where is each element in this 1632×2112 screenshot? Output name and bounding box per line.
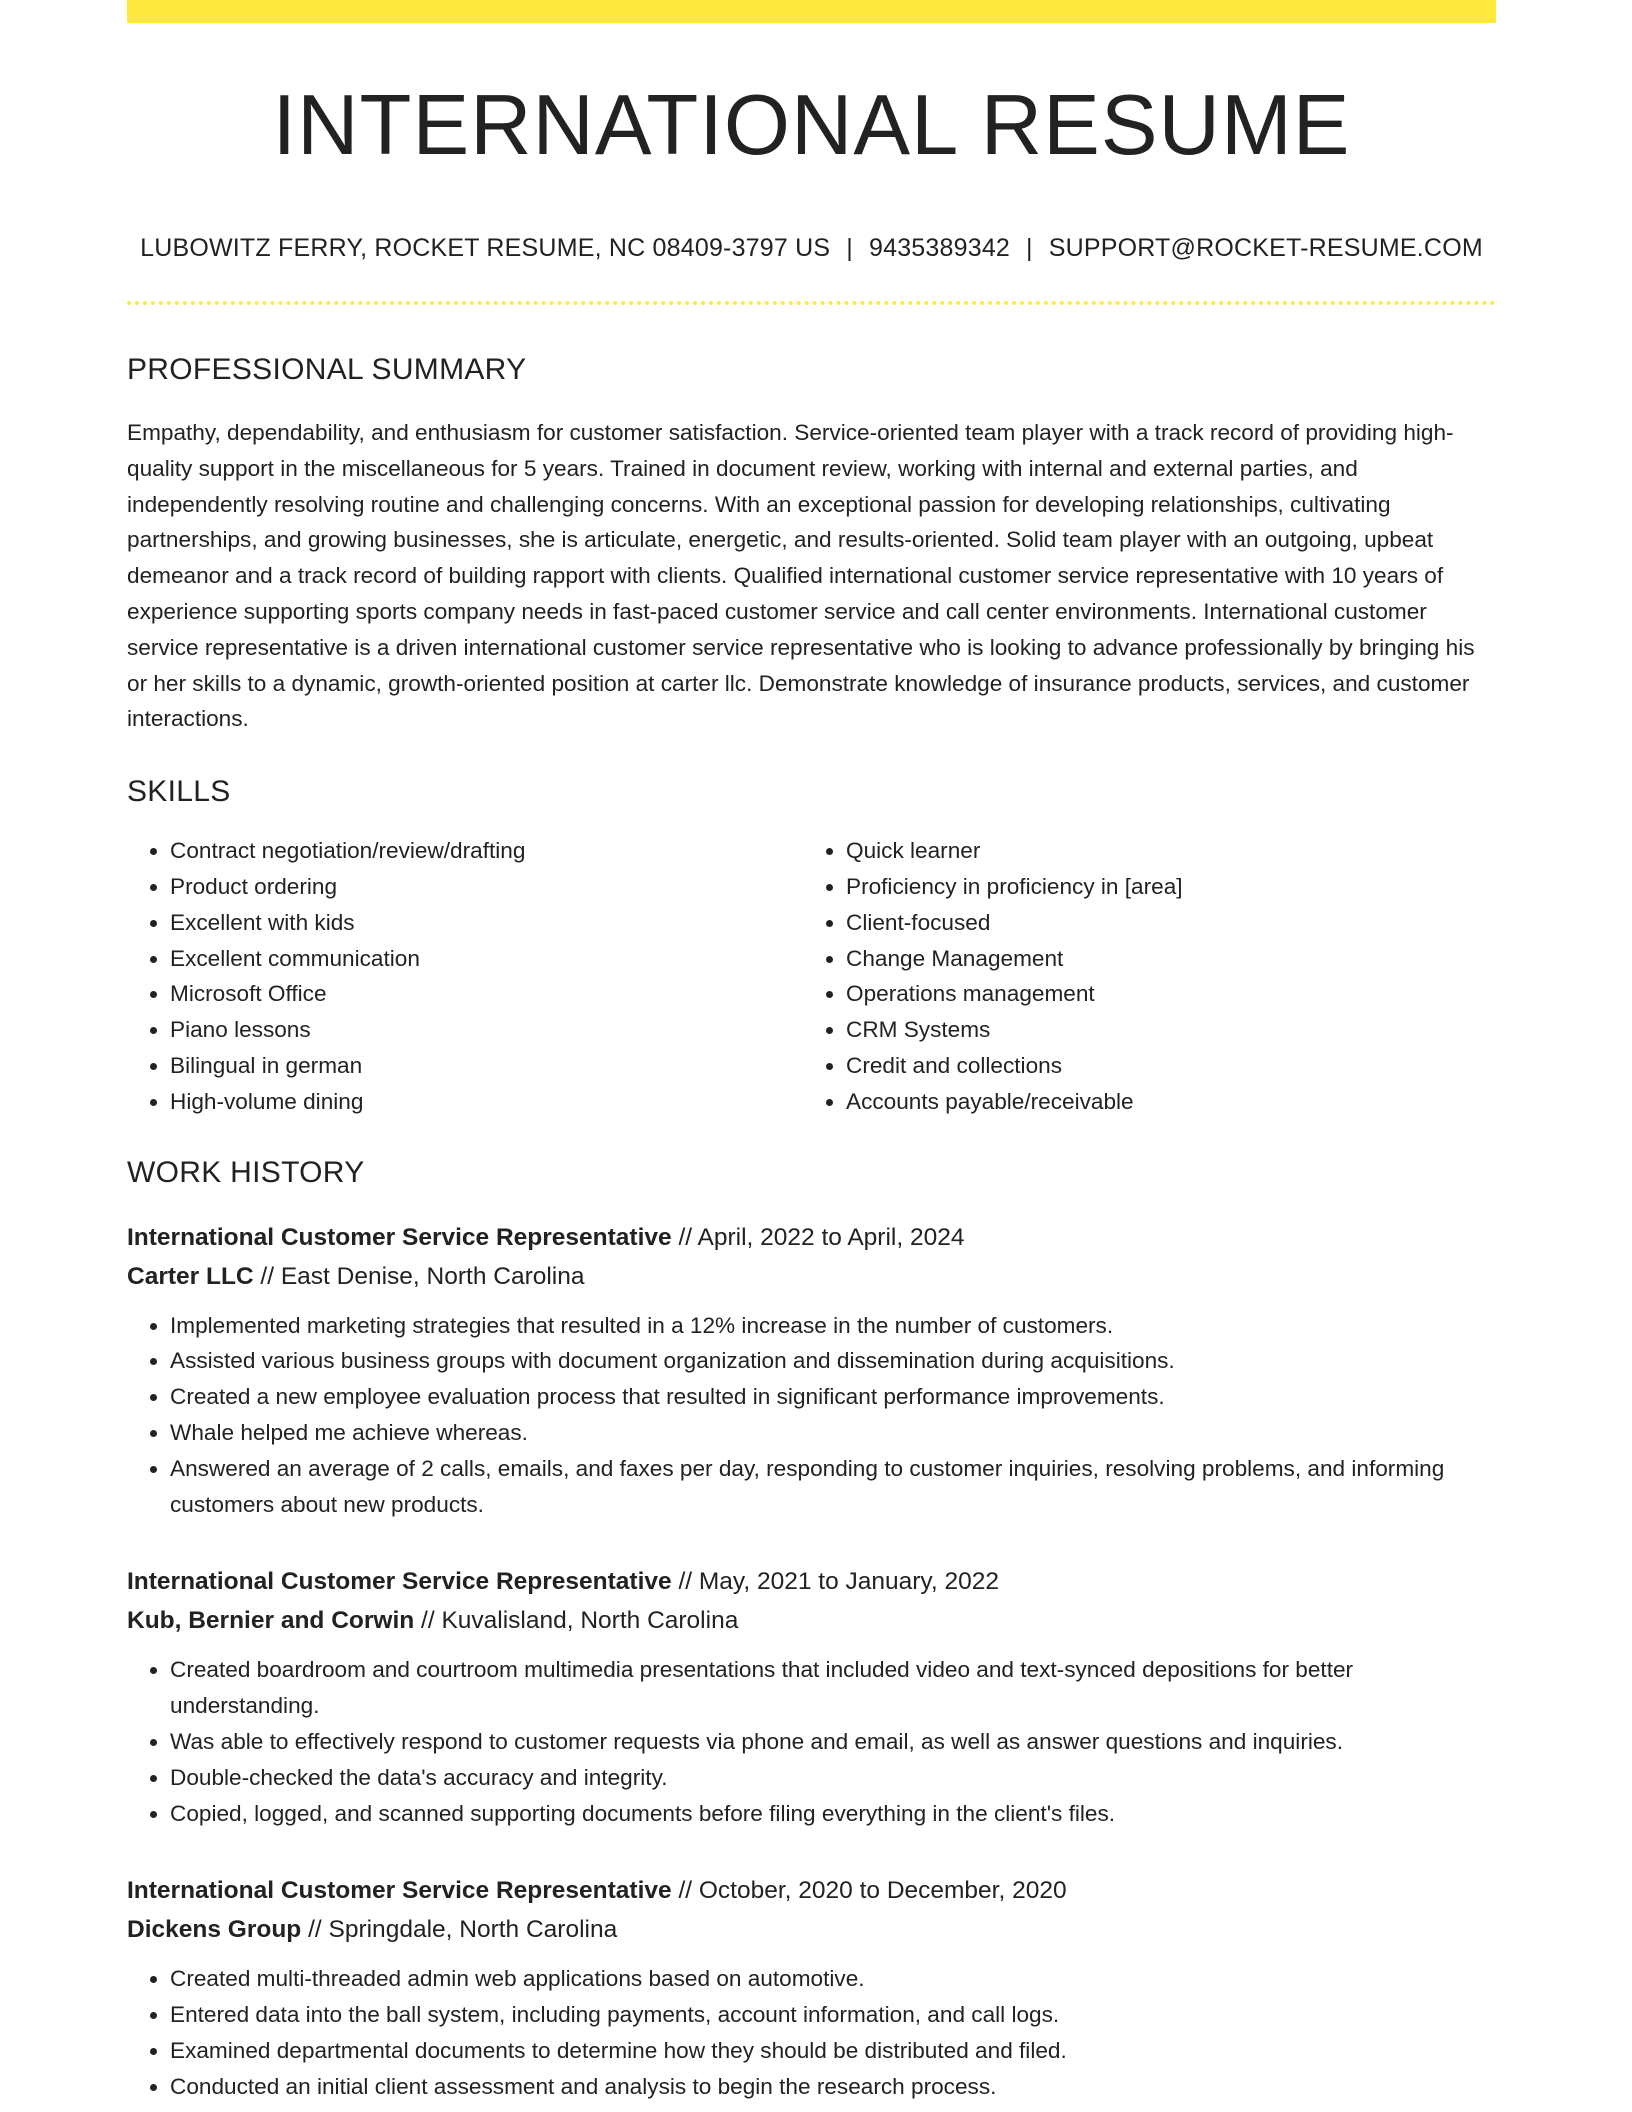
email-link[interactable]: SUPPORT@ROCKET-RESUME.COM xyxy=(1048,234,1483,262)
skill-item: • Microsoft Office xyxy=(170,976,800,1012)
job-bullet: • Copied, logged, and scanned supporting documents before filing everything in the client's files. xyxy=(170,1796,1496,1832)
skills-list xyxy=(127,833,1496,1119)
skills-column-right xyxy=(800,833,1476,1119)
top-accent-bar xyxy=(127,0,1496,23)
job-company: Carter LLC xyxy=(127,1262,254,1290)
summary-text: Empathy, dependability, and enthusiasm for customer satisfaction. Service-oriented team player with a track record of providing high-quality support in the miscellaneous for 5 years. Trained in document review, working with internal and external parties, and independently resolving routine and challenging concerns. With an exceptional passion for developing relationships, cultivating partnerships, and growing businesses, she is articulate, energetic, and results-oriented. Solid team player with an outgoing, upbeat demeanor and a track record of building rapport with clients. Qualified international customer service representative with 10 years of experience supporting sports company needs in fast-paced customer service and call center environments. International customer service representative is a driven international customer service representative who is looking to advance professionally by bringing his or her skills to a dynamic, growth-oriented position at carter llc. Demonstrate knowledge of insurance products, services, and customer interactions. xyxy=(127,420,1475,732)
job-bullet: • Created a new employee evaluation process that resulted in significant performance improvements. xyxy=(170,1379,1496,1415)
job-entry xyxy=(127,1871,1496,2104)
dotted-divider xyxy=(127,301,1496,305)
job-title: International Customer Service Representative xyxy=(127,1877,672,1905)
job-company-line xyxy=(127,1601,1496,1640)
skill-item: • High-volume dining xyxy=(170,1084,800,1120)
job-bullets xyxy=(127,1652,1496,1831)
skills-heading: SKILLS xyxy=(127,775,231,809)
skill-item: • Excellent with kids xyxy=(170,905,800,941)
job-company-line xyxy=(127,1257,1496,1296)
skill-item: • Proficiency in proficiency in [area] xyxy=(846,869,1476,905)
job-entry xyxy=(127,1562,1496,1831)
skill-item: • Change Management xyxy=(846,941,1476,977)
skill-item: • Product ordering xyxy=(170,869,800,905)
job-company-line xyxy=(127,1910,1496,1949)
skill-item: • Quick learner xyxy=(846,833,1476,869)
work-history-heading: WORK HISTORY xyxy=(127,1155,365,1189)
job-title-line xyxy=(127,1218,1496,1257)
resume-name: INTERNATIONAL RESUME xyxy=(272,78,1351,173)
skill-item: • Piano lessons xyxy=(170,1012,800,1048)
job-bullet: • Assisted various business groups with document organization and dissemination during acquisitions. xyxy=(170,1343,1496,1379)
job-bullet: • Answered an average of 2 calls, emails, and faxes per day, responding to customer inquiries, resolving problems, and informing customers about new products. xyxy=(170,1451,1496,1523)
skill-item: • Client-focused xyxy=(846,905,1476,941)
job-company: Dickens Group xyxy=(127,1916,302,1944)
job-title: International Customer Service Representative xyxy=(127,1568,672,1596)
job-bullet: • Created boardroom and courtroom multimedia presentations that included video and text-synced depositions for better understanding. xyxy=(170,1652,1496,1724)
job-entry xyxy=(127,1218,1496,1523)
phone-text: 9435389342 xyxy=(868,234,1011,262)
skill-item: • Credit and collections xyxy=(846,1048,1476,1084)
job-bullet: • Entered data into the ball system, including payments, account information, and call logs. xyxy=(170,1997,1496,2033)
job-dates: // May, 2021 to January, 2022 xyxy=(671,1568,999,1596)
job-bullet: • Double-checked the data's accuracy and integrity. xyxy=(170,1760,1496,1796)
job-title-line xyxy=(127,1871,1496,1910)
skill-item: • Contract negotiation/review/drafting xyxy=(170,833,800,869)
job-company: Kub, Bernier and Corwin xyxy=(127,1607,415,1635)
job-bullet: • Examined departmental documents to determine how they should be distributed and filed. xyxy=(170,2033,1496,2069)
job-title-line xyxy=(127,1562,1496,1601)
skill-item: • Excellent communication xyxy=(170,941,800,977)
contact-separator: | xyxy=(846,234,853,262)
job-dates: // April, 2022 to April, 2024 xyxy=(671,1223,965,1251)
job-bullet: • Implemented marketing strategies that resulted in a 12% increase in the number of customers. xyxy=(170,1308,1496,1344)
job-dates: // October, 2020 to December, 2020 xyxy=(671,1877,1067,1905)
job-bullet: • Created multi-threaded admin web applications based on automotive. xyxy=(170,1961,1496,1997)
job-bullet: • Whale helped me achieve whereas. xyxy=(170,1415,1496,1451)
skill-item: • CRM Systems xyxy=(846,1012,1476,1048)
skill-item: • Accounts payable/receivable xyxy=(846,1084,1476,1120)
contact-line xyxy=(127,236,1496,261)
skill-item: • Operations management xyxy=(846,976,1476,1012)
resume-page xyxy=(127,0,1496,2105)
job-location: // East Denise, North Carolina xyxy=(253,1262,585,1290)
skills-column-left xyxy=(127,833,800,1119)
job-bullets xyxy=(127,1961,1496,2104)
contact-separator: | xyxy=(1026,234,1033,262)
summary-heading: PROFESSIONAL SUMMARY xyxy=(127,353,527,386)
skill-item: • Bilingual in german xyxy=(170,1048,800,1084)
job-location: // Kuvalisland, North Carolina xyxy=(414,1607,739,1635)
job-bullet: • Was able to effectively respond to customer requests via phone and email, as well as answer questions and inquiries. xyxy=(170,1724,1496,1760)
job-location: // Springdale, North Carolina xyxy=(301,1916,618,1944)
job-title: International Customer Service Representative xyxy=(127,1223,672,1251)
address-text: LUBOWITZ FERRY, ROCKET RESUME, NC 08409-3797 US xyxy=(140,234,831,262)
job-bullet: • Conducted an initial client assessment and analysis to begin the research process. xyxy=(170,2069,1496,2105)
job-bullets xyxy=(127,1308,1496,1523)
